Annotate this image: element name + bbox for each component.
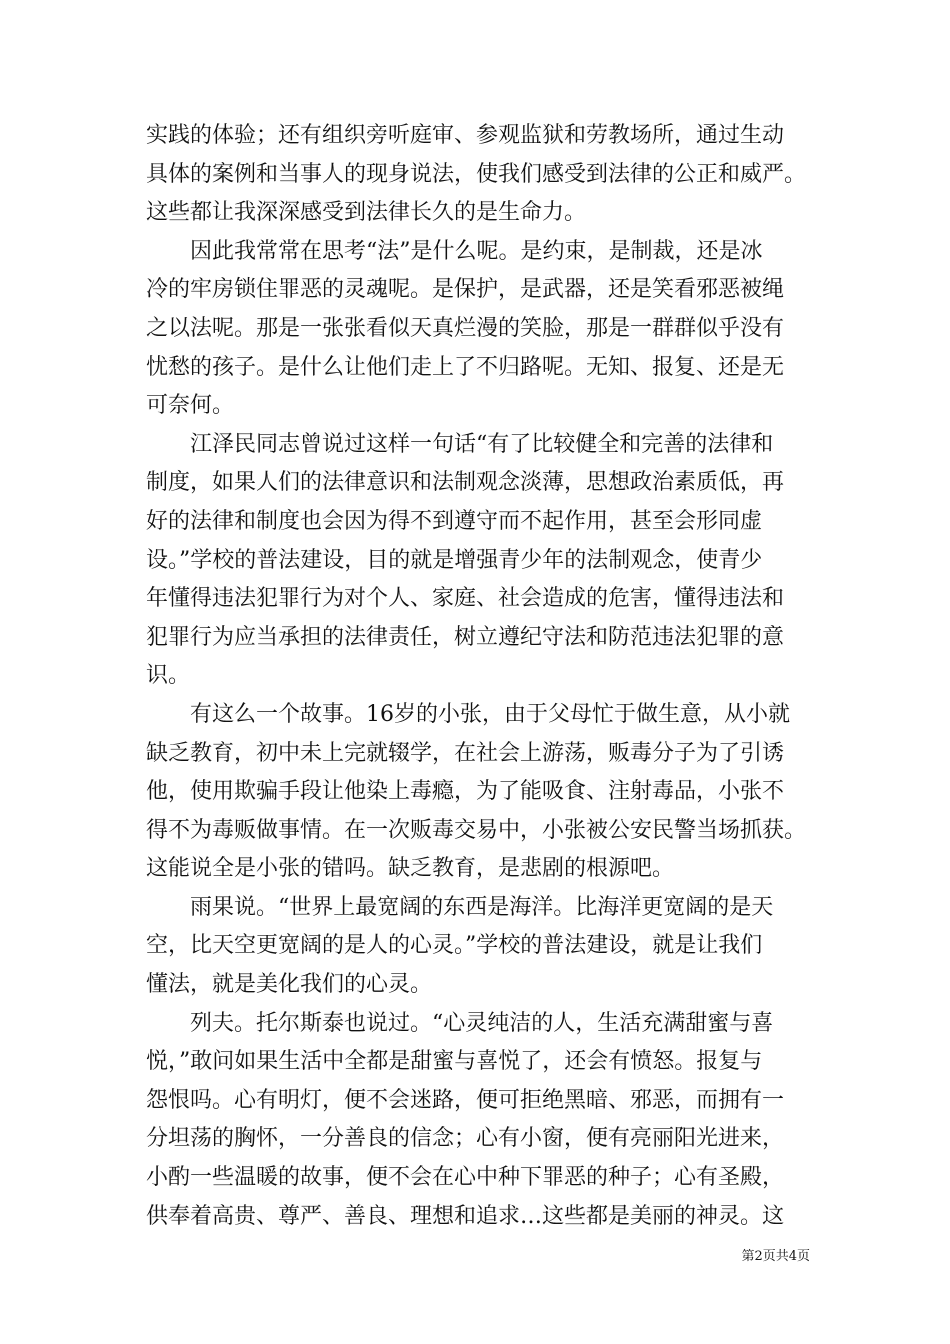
body-text: [146, 117, 810, 1236]
text-line: 怨恨吗。心有明灯，便不会迷路，便可拒绝黑暗、邪恶，而拥有一: [146, 1087, 785, 1113]
text-line: 实践的体验；还有组织旁听庭审、参观监狱和劳教场所，通过生动: [146, 123, 785, 148]
text-line: 设。”学校的普法建设，目的就是增强青少年的法制观念，使青少: [146, 547, 763, 573]
text-line: 得不为毒贩做事情。在一次贩毒交易中，小张被公安民警当场抓获。: [146, 817, 807, 843]
text-line: 分坦荡的胸怀，一分善良的信念；心有小窗，便有亮丽阳光进来，: [146, 1126, 785, 1152]
text-line: 制度，如果人们的法律意识和法制观念淡薄，思想政治素质低，再: [146, 470, 785, 496]
text-line: 他，使用欺骗手段让他染上毒瘾，为了能吸食、注射毒品，小张不: [146, 779, 785, 805]
text-line: 识。: [146, 663, 191, 689]
text-line: 懂法，就是美化我们的心灵。: [146, 972, 433, 998]
paragraph-first-line: 列夫。托尔斯泰也说过。“心灵纯洁的人，生活充满甜蜜与喜: [190, 1010, 774, 1036]
text-line: 缺乏教育，初中未上完就辍学，在社会上游荡，贩毒分子为了引诱: [146, 740, 785, 766]
text-line: 之以法呢。那是一张张看似天真烂漫的笑脸，那是一群群似乎没有: [146, 315, 785, 341]
text-line: 这些都让我深深感受到法律长久的是生命力。: [146, 200, 587, 226]
text-line: 好的法律和制度也会因为得不到遵守而不起作用，甚至会形同虚: [146, 508, 763, 534]
text-line: 冷的牢房锁住罪恶的灵魂呢。是保护，是武器，还是笑看邪恶被绳: [146, 277, 785, 303]
paragraph-first-line: 江泽民同志曾说过这样一句话“有了比较健全和完善的法律和: [190, 431, 774, 457]
paragraph-first-line: 因此我常常在思考“法”是什么呢。是约束，是制裁，还是冰: [190, 238, 763, 264]
text-line: 犯罪行为应当承担的法律责任，树立遵纪守法和防范违法犯罪的意: [146, 624, 785, 650]
page-number-footer: 第2页共4页: [741, 1249, 810, 1264]
text-line: 空，比天空更宽阔的是人的心灵。”学校的普法建设，就是让我们: [146, 933, 763, 959]
text-line: 可奈何。: [146, 393, 235, 419]
paragraph-first-line: 有这么一个故事。16岁的小张，由于父母忙于做生意，从小就: [190, 701, 790, 727]
text-line: 忧愁的孩子。是什么让他们走上了不归路呢。无知、报复、还是无: [146, 354, 785, 380]
paragraph-first-line: 雨果说。“世界上最宽阔的东西是海洋。比海洋更宽阔的是天: [190, 894, 774, 920]
text-line: 供奉着高贵、尊严、善良、理想和追求…这些都是美丽的神灵。这: [146, 1203, 785, 1229]
text-line: 具体的案例和当事人的现身说法，使我们感受到法律的公正和威严。: [146, 161, 807, 187]
text-line: 这能说全是小张的错吗。缺乏教育，是悲剧的根源吧。: [146, 856, 675, 882]
text-line: 年懂得违法犯罪行为对个人、家庭、社会造成的危害，懂得违法和: [146, 586, 785, 612]
text-line: 小酌一些温暖的故事，便不会在心中种下罪恶的种子；心有圣殿，: [146, 1165, 785, 1191]
text-line: 悦，”敢问如果生活中全都是甜蜜与喜悦了，还会有愤怒。报复与: [146, 1049, 763, 1075]
